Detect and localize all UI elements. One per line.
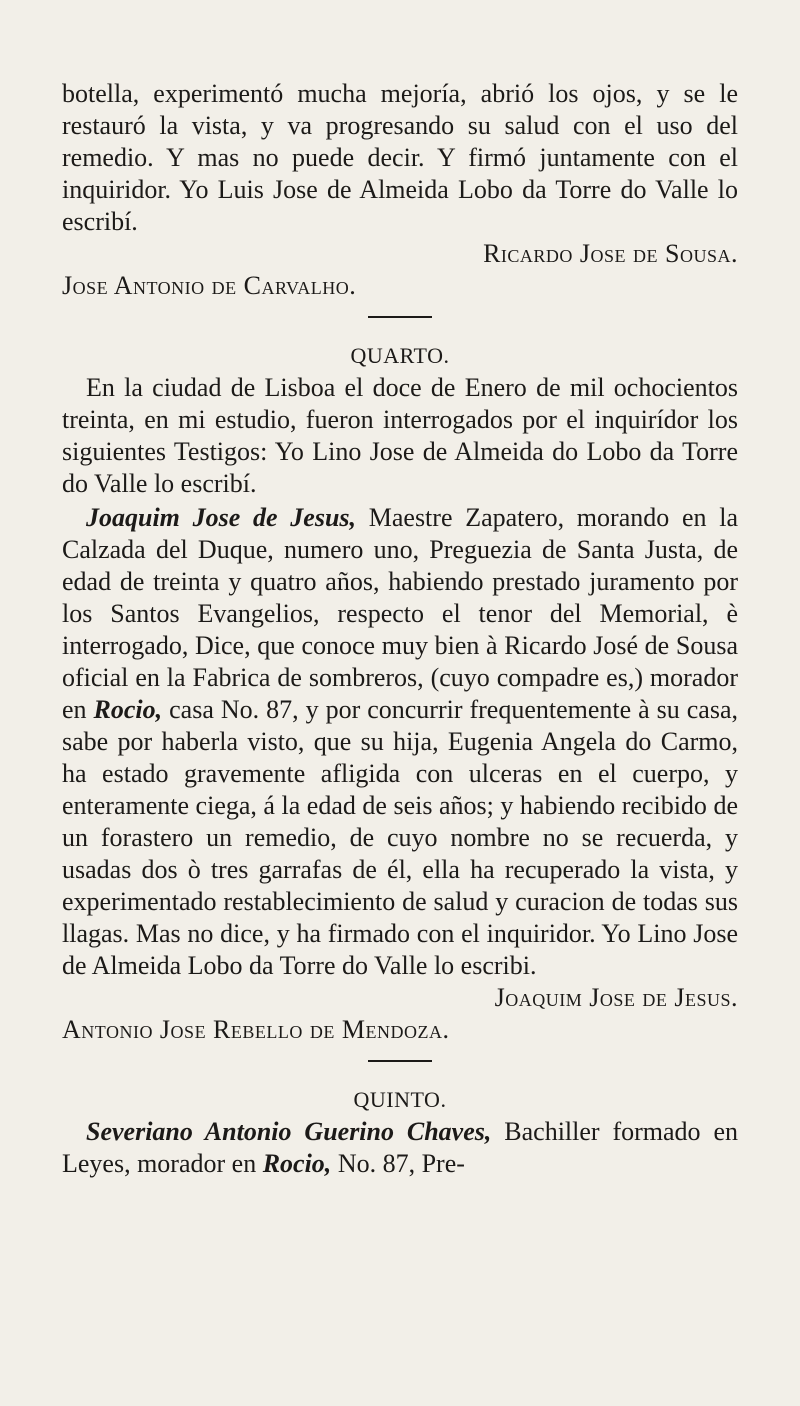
signature-antonio-rebello: Antonio Jose Rebello de Mendoza. [62, 1015, 450, 1044]
section-divider [368, 316, 432, 318]
section-heading-quinto: QUINTO. [353, 1087, 447, 1112]
signature-jose-antonio: Jose Antonio de Carvalho. [62, 271, 357, 300]
quinto-text: Bachiller formado en Leyes, morador en [62, 1117, 738, 1178]
quinto-witness-name: Severiano Antonio Guerino Chaves, [86, 1117, 492, 1146]
quinto-text-2: No. 87, Pre- [331, 1149, 465, 1178]
section-divider-2 [368, 1060, 432, 1062]
witness-name: Joaquim Jose de Jesus, [86, 503, 357, 532]
signature-ricardo: Ricardo Jose de Sousa. [483, 239, 738, 268]
witness-testimony-paragraph [62, 502, 738, 982]
quinto-paragraph [62, 1116, 738, 1180]
place-name-rocio: Rocio, [93, 695, 163, 724]
witness-testimony-text-2: casa No. 87, y por concurrir frequentemente à su casa, sabe por haberla visto, que su hija, Eugenia Angela do Carmo, ha estado gravemente afligida con ulceras en el cuerpo, y enteramente ciega, á la edad de seis años; y habiendo recibido de un forastero un remedio, de cuyo nombre no se recuerda, y usadas dos ò tres garrafas de él, ella ha recuperado la vista, y experimentado restablecimiento de salud y curacion de todas sus llagas. Mas no dice, y ha firmado con el inquiridor. Yo Lino Jose de Almeida Lobo da Torre do Valle lo escribi. [62, 695, 738, 980]
opening-paragraph: botella, experimentó mucha mejoría, abrió los ojos, y se le restauró la vista, y va progresando su salud con el uso del remedio. Y mas no puede decir. Y firmó juntamente con el inquiridor. Yo Luis Jose de Almeida Lobo da Torre do Valle lo escribí. [62, 79, 738, 236]
quarto-intro-paragraph: En la ciudad de Lisboa el doce de Enero de mil ochocientos treinta, en mi estudio, fueron interrogados por el inquirídor los siguientes Testigos: Yo Lino Jose de Almeida do Lobo da Torre do Valle lo escribí. [62, 373, 738, 498]
document-body [62, 78, 738, 1180]
witness-testimony-text: Maestre Zapatero, morando en la Calzada del Duque, numero uno, Preguezia de Santa Justa, de edad de treinta y quatro años, habiendo prestado juramento por los Santos Evangelios, respecto el tenor del Memorial, è interrogado, Dice, que conoce muy bien à Ricardo José de Sousa oficial en la Fabrica de sombreros, (cuyo compadre es,) morador en [62, 503, 738, 724]
section-heading-quarto: QUARTO. [350, 343, 450, 368]
signature-joaquim: Joaquim Jose de Jesus. [494, 983, 738, 1012]
quinto-place-name: Rocio, [262, 1149, 332, 1178]
